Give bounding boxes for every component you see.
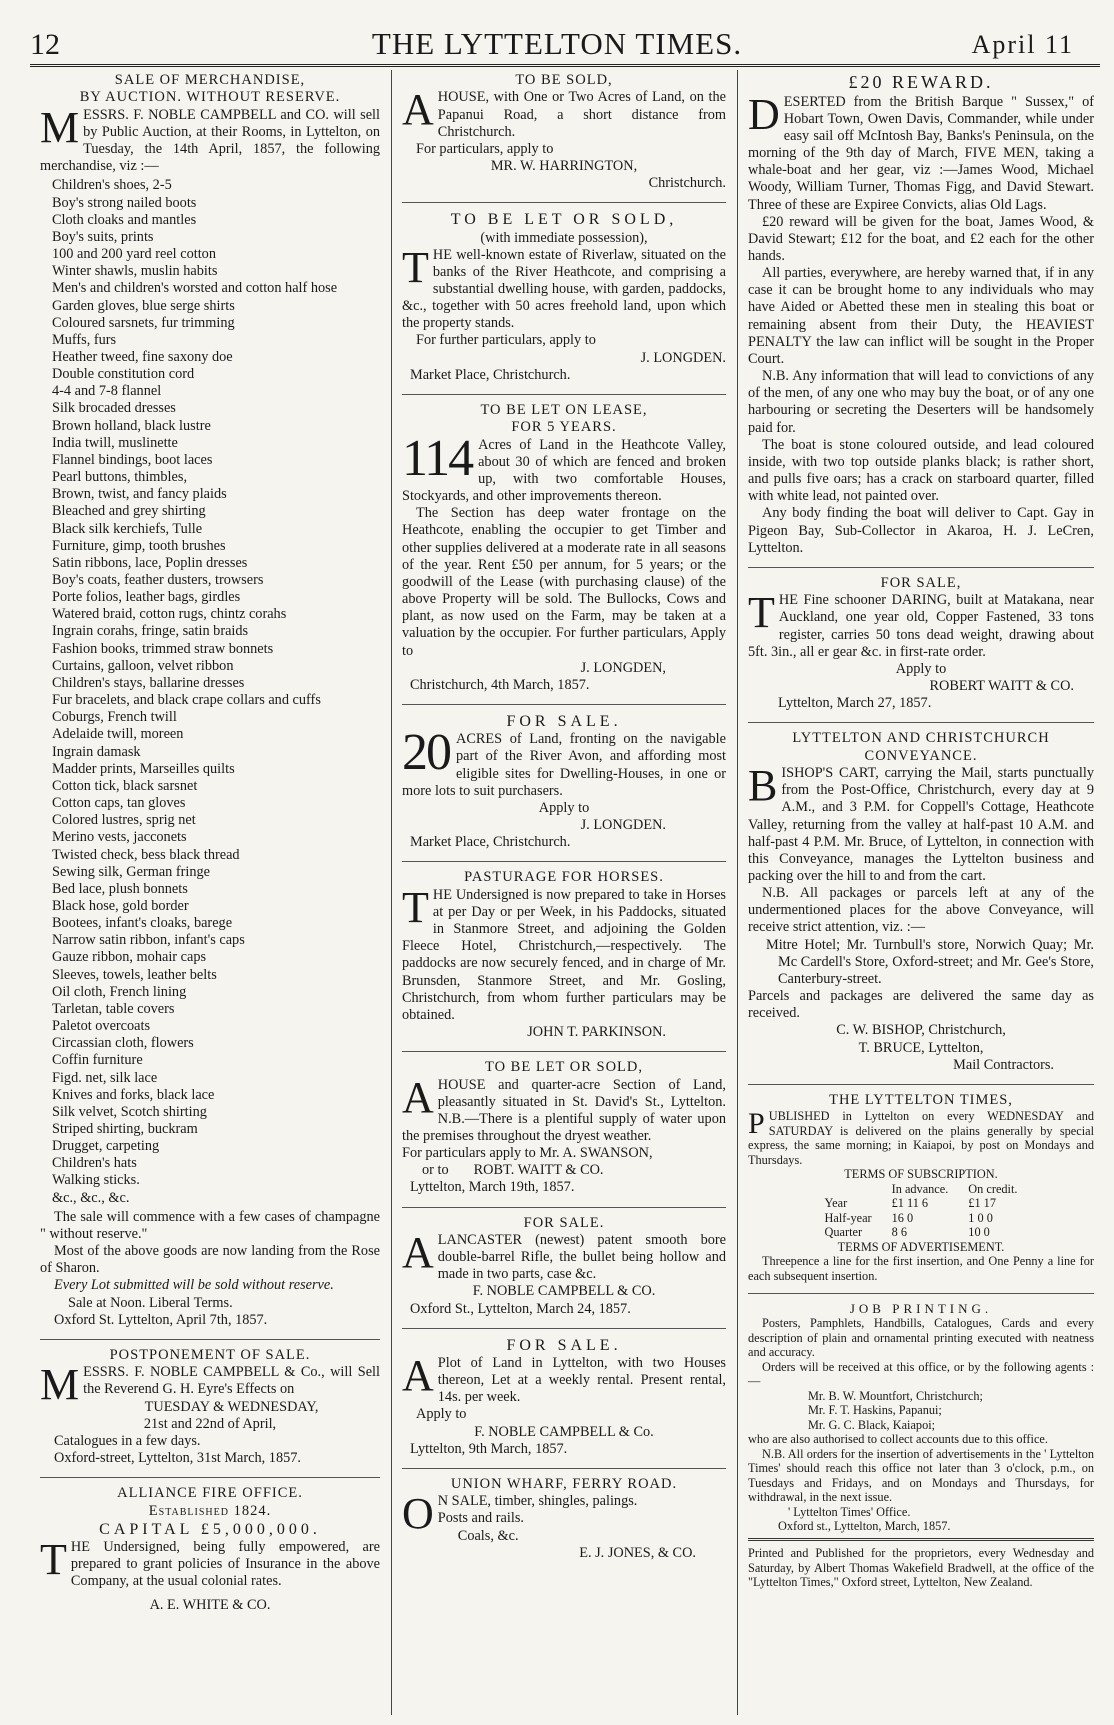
table-cell: 16 0 bbox=[891, 1210, 914, 1225]
drop-cap: T bbox=[402, 882, 429, 932]
table-cell: 8 6 bbox=[891, 1225, 907, 1239]
table-cell: £1 11 6 bbox=[891, 1196, 929, 1210]
ad-signature: Lyttelton, March 27, 1857. bbox=[778, 695, 932, 712]
ad-subheading: FOR 5 YEARS. bbox=[511, 419, 617, 436]
ad-terms: Sale at Noon. Liberal Terms. bbox=[68, 1294, 233, 1311]
ad-heading: CONVEYANCE. bbox=[864, 747, 978, 764]
list-item: Adelaide twill, moreen bbox=[52, 726, 184, 743]
ad-body: Parcels and packages are delivered the same day as received. bbox=[748, 988, 1094, 1022]
column-middle bbox=[402, 72, 726, 1712]
ad-body: Catalogues in a few days. bbox=[54, 1432, 201, 1449]
drop-cap: T bbox=[748, 588, 775, 638]
list-item: Winter shawls, muslin habits bbox=[52, 263, 218, 280]
ad-heading: FOR SALE. bbox=[506, 713, 622, 731]
ad-signature: F. NOBLE CAMPBELL & CO. bbox=[472, 1283, 656, 1300]
column-rule-1 bbox=[391, 70, 392, 1715]
ad-body: Apply to bbox=[538, 799, 590, 816]
ad-signature: F. NOBLE CAMPBELL & Co. bbox=[474, 1423, 654, 1440]
list-item: Paletot overcoats bbox=[52, 1018, 151, 1035]
ad-heading: FOR SALE. bbox=[523, 1214, 605, 1231]
terms-heading: TERMS OF SUBSCRIPTION. bbox=[844, 1167, 998, 1181]
list-item: 4-4 and 7-8 flannel bbox=[52, 383, 162, 400]
list-item: Twisted check, bess black thread bbox=[52, 846, 240, 863]
ad-reward bbox=[748, 72, 1094, 561]
ad-body: Any body finding the boat will deliver to Capt. Gay in Pigeon Bay, Sub-Collector in Akaroa, H. J. LeCren, Lyttelton. bbox=[748, 505, 1094, 556]
list-item: Mr. B. W. Mountfort, Christchurch; bbox=[808, 1388, 983, 1403]
list-item: Muffs, furs bbox=[52, 331, 117, 348]
drop-number: 20 bbox=[402, 724, 450, 782]
ad-signature: E. J. JONES, & CO. bbox=[579, 1544, 696, 1561]
ad-body: HE Undersigned is now prepared to take in Horses at per Day or per Week, in his Paddocks, situated in Stanmore Street, and adjoining the Golden Fleece Hotel, Christchurch,—respectively. The paddocks are now securely fenced, and in charge of Mr. Brunsden, Stanmore Street, and Mr. Gosling, Christchurch, from whom further particulars may be obtained. bbox=[402, 886, 726, 1023]
list-item: Cotton caps, tan gloves bbox=[52, 795, 186, 812]
table-cell: Quarter bbox=[824, 1225, 863, 1239]
ad-body: HE well-known estate of Riverlaw, situated on the banks of the River Heathcote, and comprising a substantial dwelling house, with garden, paddocks, &c., together with 50 acres freehold land, upon which the property stands. bbox=[402, 246, 726, 332]
table-cell: Half-year bbox=[824, 1210, 872, 1225]
ad-union-wharf bbox=[402, 1476, 726, 1566]
list-item: Brown holland, black lustre bbox=[52, 417, 211, 434]
ad-body: Posts and rails. bbox=[437, 1510, 524, 1527]
drop-cap: A bbox=[402, 1350, 434, 1400]
list-item: Mr. F. T. Haskins, Papanui; bbox=[808, 1403, 942, 1418]
table-header: In advance. bbox=[891, 1181, 949, 1196]
divider bbox=[402, 1328, 726, 1329]
ad-heading: THE LYTTELTON TIMES, bbox=[829, 1091, 1013, 1108]
ad-signature: Market Place, Christchurch. bbox=[410, 834, 571, 851]
list-item: Furniture, gimp, tooth brushes bbox=[52, 537, 226, 554]
ad-heading: TO BE LET ON LEASE, bbox=[480, 401, 648, 418]
page-header bbox=[0, 0, 1114, 66]
drop-cap: M bbox=[40, 102, 80, 152]
ad-heading: £20 REWARD. bbox=[848, 72, 994, 92]
list-item: Flannel bindings, boot laces bbox=[52, 451, 213, 468]
page-date: April 11 bbox=[971, 30, 1074, 59]
table-cell: 10 0 bbox=[968, 1225, 990, 1239]
ad-lease-heathcote bbox=[402, 402, 726, 698]
ad-lyttelton-times bbox=[748, 1092, 1094, 1287]
ad-heading: UNION WHARF, FERRY ROAD. bbox=[450, 1475, 678, 1492]
list-item: Fashion books, trimmed straw bonnets bbox=[52, 640, 274, 657]
ad-signature: Christchurch, 4th March, 1857. bbox=[410, 676, 590, 693]
table-cell: 1 0 0 bbox=[968, 1210, 993, 1225]
ad-body: The boat is stone coloured outside, and lead coloured inside, with two top outside planks black; is rather short, and pulls five oars; has a crack on starboard quarter, filled with white lead, not painted over. bbox=[748, 436, 1094, 505]
list-item: Black silk kerchiefs, Tulle bbox=[52, 520, 203, 537]
ad-heading: FOR SALE. bbox=[506, 1336, 622, 1354]
list-item: Oil cloth, French lining bbox=[52, 983, 187, 1000]
ad-alliance-fire bbox=[40, 1485, 380, 1618]
list-item: Merino vests, jacconets bbox=[52, 829, 187, 846]
ad-body: Acres of Land in the Heathcote Valley, about 30 of which are fenced and broken up, with two comfortable Houses, Stockyards, and other improvements thereon. bbox=[402, 436, 726, 505]
divider bbox=[402, 394, 726, 395]
header-rule bbox=[30, 64, 1100, 67]
ad-heading: ALLIANCE FIRE OFFICE. bbox=[117, 1485, 303, 1502]
ad-heading: JOB PRINTING. bbox=[849, 1301, 993, 1316]
table-row bbox=[815, 1211, 1028, 1226]
ad-subheading: BY AUCTION. WITHOUT RESERVE. bbox=[79, 89, 341, 106]
table-cell: Year bbox=[824, 1196, 848, 1210]
list-item: &c., &c., &c. bbox=[52, 1189, 130, 1206]
list-item: Silk velvet, Scotch shirting bbox=[52, 1103, 207, 1120]
ad-signature: J. LONGDEN. bbox=[580, 817, 666, 834]
ad-heading: PASTURAGE FOR HORSES. bbox=[464, 869, 664, 886]
list-item: Fur bracelets, and black crape collars and cuffs bbox=[52, 692, 321, 709]
ad-riverlaw bbox=[402, 210, 726, 388]
ad-body: All parties, everywhere, are hereby warned that, if in any case it can be brought home to any individuals who may have Aided or Abetted these men in stealing this boat or remaining absent from their Duty, the HEAVIEST PENALTY the law can inflict will be sought in the Proper Court. bbox=[748, 265, 1094, 367]
ad-for-sale-avon bbox=[402, 712, 726, 855]
list-item: Striped shirting, buckram bbox=[52, 1121, 198, 1137]
column-right bbox=[748, 72, 1094, 1712]
divider bbox=[402, 861, 726, 862]
ad-body: HE Undersigned, being fully empowered, are prepared to grant policies of Insurance in the above Company, at the usual colonial rates. bbox=[70, 1539, 380, 1590]
drop-cap: A bbox=[402, 1072, 434, 1122]
ad-body: ESERTED from the British Barque " Sussex," of Hobart Town, Owen Davis, Commander, while under easy sail off McIntosh Bay, Banks's Peninsula, on the morning of the 9th day of March, FIVE MEN, taking a whale-boat and her gear, viz :—James Wood, Michael Woody, William Turner, Thomas Figg, and David Stewart. Three of these are Expiree Convicts, alias Old Lags. bbox=[748, 93, 1094, 213]
drop-cap: B bbox=[748, 761, 778, 811]
ad-body: who are also authorised to collect accounts due to this office. bbox=[748, 1432, 1048, 1447]
ad-body: For particulars apply to Mr. A. SWANSON, bbox=[402, 1145, 653, 1162]
list-item: Coburgs, French twill bbox=[52, 709, 177, 726]
list-item: Drugget, carpeting bbox=[52, 1138, 160, 1155]
ad-body: Apply to bbox=[416, 1406, 467, 1423]
ad-signature: Oxford-street, Lyttelton, 31st March, 1857. bbox=[54, 1450, 301, 1467]
list-item: Bed lace, plush bonnets bbox=[52, 880, 188, 897]
ad-dates: 21st and 22nd of April, bbox=[143, 1415, 277, 1432]
drop-number: 114 bbox=[402, 429, 473, 487]
list-item: Gauze ribbon, mohair caps bbox=[52, 949, 207, 966]
divider bbox=[40, 1339, 380, 1340]
drop-cap: P bbox=[748, 1107, 765, 1140]
printer-imprint: Printed and Published for the proprietors, every Wednesday and Saturday, by Albert Thomas Wakefield Bradwell, at the office of the "Lyttelton Times," Oxford street, Lyttelton, New Zealand. bbox=[748, 1538, 1094, 1590]
ad-body: ESSRS. F. NOBLE CAMPBELL and CO. will sell by Public Auction, at their Rooms, in Lyttelton, on Tuesday, the 14th April, 1857, the following merchandise, viz :— bbox=[40, 106, 380, 175]
ad-body: Plot of Land in Lyttelton, with two Houses thereon, Let at a weekly rental. Present rental, 14s. per week. bbox=[437, 1354, 726, 1406]
ad-body: HOUSE, with One or Two Acres of Land, on the Papanui Road, a short distance from Christchurch. bbox=[437, 89, 726, 140]
ad-body: Apply to bbox=[895, 660, 947, 677]
agent-list bbox=[748, 1389, 1094, 1433]
ad-signature: Market Place, Christchurch. bbox=[410, 366, 571, 383]
list-item: Colored lustres, sprig net bbox=[52, 812, 196, 829]
column-rule-2 bbox=[737, 70, 738, 1715]
ad-body: Coals, &c. bbox=[457, 1527, 519, 1544]
list-item: Tarletan, table covers bbox=[52, 1000, 175, 1017]
ad-signature: MR. W. HARRINGTON, bbox=[490, 158, 638, 175]
divider bbox=[402, 1468, 726, 1469]
ad-body: The sale will commence with a few cases of champagne " without reserve." bbox=[40, 1208, 380, 1242]
ad-body: N.B. Any information that will lead to convictions of any of the men, of any one who may buy the boat, or of any one harbouring or secreting the Deserters will be handsomely paid for. bbox=[748, 368, 1094, 436]
ad-signature: ROBERT WAITT & CO. bbox=[929, 677, 1074, 694]
ad-signature: Oxford St. Lyttelton, April 7th, 1857. bbox=[54, 1311, 268, 1328]
ad-plot-lyttelton bbox=[402, 1336, 726, 1462]
ad-heading: FOR SALE, bbox=[880, 574, 962, 591]
list-item: Sleeves, towels, leather belts bbox=[52, 966, 217, 983]
table-header: On credit. bbox=[968, 1181, 1018, 1196]
list-item: Madder prints, Marseilles quilts bbox=[52, 760, 235, 777]
list-item: Children's stays, ballarine dresses bbox=[52, 674, 245, 691]
ad-body: For particulars, apply to bbox=[416, 140, 554, 157]
merchandise-list bbox=[40, 177, 380, 1206]
list-item: Coffin furniture bbox=[52, 1052, 143, 1069]
divider bbox=[748, 1084, 1094, 1085]
ad-heading: LYTTELTON AND CHRISTCHURCH bbox=[792, 730, 1050, 747]
ad-signature: J. LONGDEN, bbox=[580, 659, 666, 676]
divider bbox=[402, 1207, 726, 1208]
list-item: Garden gloves, blue serge shirts bbox=[52, 297, 235, 314]
ad-signature: JOHN T. PARKINSON. bbox=[527, 1023, 666, 1040]
list-item: Porte folios, leather bags, girdles bbox=[52, 589, 241, 606]
divider bbox=[748, 1293, 1094, 1294]
table-cell: £1 17 bbox=[968, 1196, 996, 1210]
ad-signature: Mail Contractors. bbox=[953, 1056, 1054, 1073]
drop-cap: A bbox=[402, 85, 434, 135]
list-item: Cloth cloaks and mantles bbox=[52, 211, 197, 228]
divider bbox=[748, 722, 1094, 723]
list-item: Ingrain corahs, fringe, satin braids bbox=[52, 623, 249, 640]
ad-subheading: Established 1824. bbox=[148, 1502, 272, 1519]
divider bbox=[402, 1051, 726, 1052]
list-item: Bleached and grey shirting bbox=[52, 503, 206, 520]
ad-signature: Lyttelton, 9th March, 1857. bbox=[410, 1440, 568, 1457]
divider bbox=[748, 567, 1094, 568]
ad-conveyance bbox=[748, 730, 1094, 1078]
list-item: Satin ribbons, lace, Poplin dresses bbox=[52, 554, 248, 571]
list-item: Children's shoes, 2-5 bbox=[52, 177, 172, 194]
list-item: Narrow satin ribbon, infant's caps bbox=[52, 932, 245, 949]
ad-body: Threepence a line for the first insertion, and One Penny a line for each subsequent insertion. bbox=[748, 1254, 1094, 1283]
ad-heading: TO BE SOLD, bbox=[515, 72, 613, 88]
ad-body: ISHOP'S CART, carrying the Mail, starts punctually from the Post-Office, Christchurch, every day at 9 A.M., and 3 P.M. for Coppell's Cottage, Heathcote Valley, returning from the valley at half-past 10 A.M. and half-past 4 P.M. Mr. Bruce, of Lyttelton, in connection with this Conveyance, manages the Lyttelton business and packing over the hill to and from the cart. bbox=[748, 765, 1094, 885]
ad-body: UBLISHED in Lyttelton on every WEDNESDAY and SATURDAY is delivered on the plains generally by special express, the same morning; in Kaiapoi, by post on Mondays and Thursdays. bbox=[748, 1109, 1094, 1167]
list-item: Silk brocaded dresses bbox=[52, 400, 176, 417]
ad-capital: CAPITAL £5,000,000. bbox=[99, 1520, 321, 1538]
list-item: Knives and forks, black lace bbox=[52, 1086, 215, 1103]
divider bbox=[402, 202, 726, 203]
list-item: Sewing silk, German fringe bbox=[52, 863, 211, 880]
ad-body: £20 reward will be given for the boat, James Wood, & David Stewart; £12 for the boat, and £2 each for the other hands. bbox=[748, 213, 1094, 264]
table-row bbox=[815, 1196, 1028, 1211]
list-item: Cotton tick, black sarsnet bbox=[52, 777, 198, 794]
list-item: Boy's strong nailed boots bbox=[52, 194, 197, 211]
ad-body: Every Lot submitted will be sold without reserve. bbox=[54, 1277, 334, 1294]
ad-body: N.B. All orders for the insertion of advertisements in the ' Lyttelton Times' should reach this office not later than 3 o'clock, p.m., on Tuesdays and Fridays, and on Mondays and Thursdays, for withdrawal, in the next issue. bbox=[748, 1446, 1094, 1505]
ad-job-printing bbox=[748, 1301, 1094, 1538]
ad-body: Orders will be received at this office, or by the following agents :— bbox=[748, 1359, 1094, 1389]
list-item: Double constitution cord bbox=[52, 366, 195, 383]
page-number: 12 bbox=[30, 28, 60, 61]
ad-postponement bbox=[40, 1347, 380, 1471]
ad-signature: ROBT. WAITT & CO. bbox=[473, 1162, 604, 1179]
ad-heading: SALE OF MERCHANDISE, bbox=[114, 72, 306, 88]
list-item: Men's and children's worsted and cotton half hose bbox=[52, 280, 338, 297]
ad-signature: Christchurch. bbox=[648, 175, 726, 192]
ad-signature: Oxford St., Lyttelton, March 24, 1857. bbox=[410, 1300, 631, 1317]
list-item: Mr. G. C. Black, Kaiapoi; bbox=[808, 1417, 936, 1432]
list-item: 100 and 200 yard reel cotton bbox=[52, 246, 216, 263]
drop-cap: T bbox=[402, 242, 429, 292]
ad-signature: J. LONGDEN. bbox=[640, 349, 726, 366]
ad-body: HE Fine schooner DARING, built at Matakana, near Auckland, one year old, Copper Fastened, 33 tons register, carries 50 tons dead weight, drawing about 5ft. 3in., all er gear &c. in first-rate order. bbox=[748, 592, 1094, 660]
ad-pasturage bbox=[402, 869, 726, 1045]
terms-heading: TERMS OF ADVERTISEMENT. bbox=[837, 1239, 1005, 1254]
list-item: Watered braid, cotton rugs, chintz corahs bbox=[52, 606, 287, 623]
ad-house-st-davids bbox=[402, 1059, 726, 1200]
ad-heading: POSTPONEMENT OF SALE. bbox=[109, 1346, 311, 1363]
drop-cap: T bbox=[40, 1535, 67, 1585]
ad-signature: Lyttelton, March 19th, 1857. bbox=[410, 1179, 575, 1196]
list-item: Pearl buttons, thimbles, bbox=[52, 469, 188, 486]
ad-house-papanui bbox=[402, 72, 726, 196]
ad-body: Most of the above goods are now landing from the Rose of Sharon. bbox=[40, 1243, 380, 1277]
drop-cap: D bbox=[748, 89, 780, 139]
drop-cap: A bbox=[402, 1228, 434, 1277]
ad-signature: ' Lyttelton Times' Office. bbox=[788, 1504, 911, 1519]
ad-body: The Section has deep water frontage on the Heathcote, enabling the occupier to get Timber and other supplies delivered at a moderate rate in all seasons of the year. Rent £50 per annum, for 5 years; or the goodwill of the Lease (with purchasing clause) of the above Property will be sold. The Bullocks, Cows and plant, as now used on the Farm, may be taken at a valuation by the occupier. For further particulars, Apply to bbox=[402, 505, 726, 659]
ad-body: For further particulars, apply to bbox=[416, 332, 596, 349]
column-left bbox=[40, 72, 380, 1712]
ad-body: Posters, Pamphlets, Handbills, Catalogues, Cards and every description of plain and ornamental printing executed with neatness and accuracy. bbox=[748, 1316, 1094, 1360]
ad-body: LANCASTER (newest) patent smooth bore double-barrel Rifle, the bullet being hollow and made in two parts, case &c. bbox=[437, 1232, 726, 1283]
list-item: Children's hats bbox=[52, 1155, 137, 1172]
list-item: Bootees, infant's cloaks, barege bbox=[52, 915, 233, 932]
list-item: Boy's coats, feather dusters, trowsers bbox=[52, 572, 264, 588]
ad-subheading: (with immediate possession), bbox=[480, 229, 648, 246]
list-item: Brown, twist, and fancy plaids bbox=[52, 486, 227, 503]
ad-body: HOUSE and quarter-acre Section of Land, pleasantly situated in St. David's St., Lyttelton. N.B.—There is a plentiful supply of water upon the premises throughout the dryest weather. bbox=[402, 1076, 726, 1144]
list-item: Figd. net, silk lace bbox=[52, 1069, 158, 1086]
list-item: Heather tweed, fine saxony doe bbox=[52, 348, 233, 365]
list-item: India twill, muslinette bbox=[52, 434, 178, 451]
list-item: Circassian cloth, flowers bbox=[52, 1035, 194, 1052]
ad-signature: C. W. BISHOP, Christchurch, bbox=[836, 1022, 1006, 1039]
table-header-row bbox=[815, 1182, 1028, 1197]
ad-body: ESSRS. F. NOBLE CAMPBELL & Co., will Sell the Reverend G. H. Eyre's Effects on bbox=[83, 1364, 380, 1398]
list-item: Boy's suits, prints bbox=[52, 228, 154, 245]
subscription-table bbox=[815, 1182, 1028, 1240]
table-row bbox=[815, 1225, 1028, 1240]
ad-body: ACRES of Land, fronting on the navigable part of the River Avon, and affording most eligible sites for Dwelling-Houses, in one or more lots to suit purchasers. bbox=[402, 731, 726, 799]
list-item: Coloured sarsnets, fur trimming bbox=[52, 314, 235, 331]
drop-cap: M bbox=[40, 1360, 80, 1410]
list-item: Ingrain damask bbox=[52, 743, 141, 760]
ad-sale-merchandise bbox=[40, 72, 380, 1333]
list-item: Black hose, gold border bbox=[52, 897, 189, 914]
list-item: Curtains, galloon, velvet ribbon bbox=[52, 657, 234, 674]
list-item: Walking sticks. bbox=[52, 1172, 140, 1189]
ad-body: Mitre Hotel; Mr. Turnbull's store, Norwich Quay; Mr. Mc Cardell's Store, Oxford-street; and Mr. Gee's Store, Canterbury-street. bbox=[766, 936, 1094, 987]
ad-signature: A. E. WHITE & CO. bbox=[149, 1596, 271, 1613]
drop-cap: O bbox=[402, 1489, 434, 1539]
ad-body: N.B. All packages or parcels left at any of the undermentioned places for the above Conveyance, will receive strict attention, viz. :— bbox=[748, 885, 1094, 936]
ad-body: or to bbox=[422, 1162, 449, 1179]
ad-body: N SALE, timber, shingles, palings. bbox=[437, 1493, 638, 1510]
divider bbox=[402, 704, 726, 705]
ad-dates: TUESDAY & WEDNESDAY, bbox=[144, 1398, 319, 1415]
divider bbox=[40, 1477, 380, 1478]
ad-heading: TO BE LET OR SOLD, bbox=[450, 211, 678, 229]
ad-schooner-daring bbox=[748, 575, 1094, 716]
ad-signature: Oxford st., Lyttelton, March, 1857. bbox=[778, 1519, 951, 1534]
newspaper-title: THE LYTTELTON TIMES. bbox=[371, 26, 743, 61]
ad-signature: T. BRUCE, Lyttelton, bbox=[858, 1039, 984, 1056]
ad-rifle bbox=[402, 1215, 726, 1322]
ad-heading: TO BE LET OR SOLD, bbox=[484, 1059, 644, 1076]
